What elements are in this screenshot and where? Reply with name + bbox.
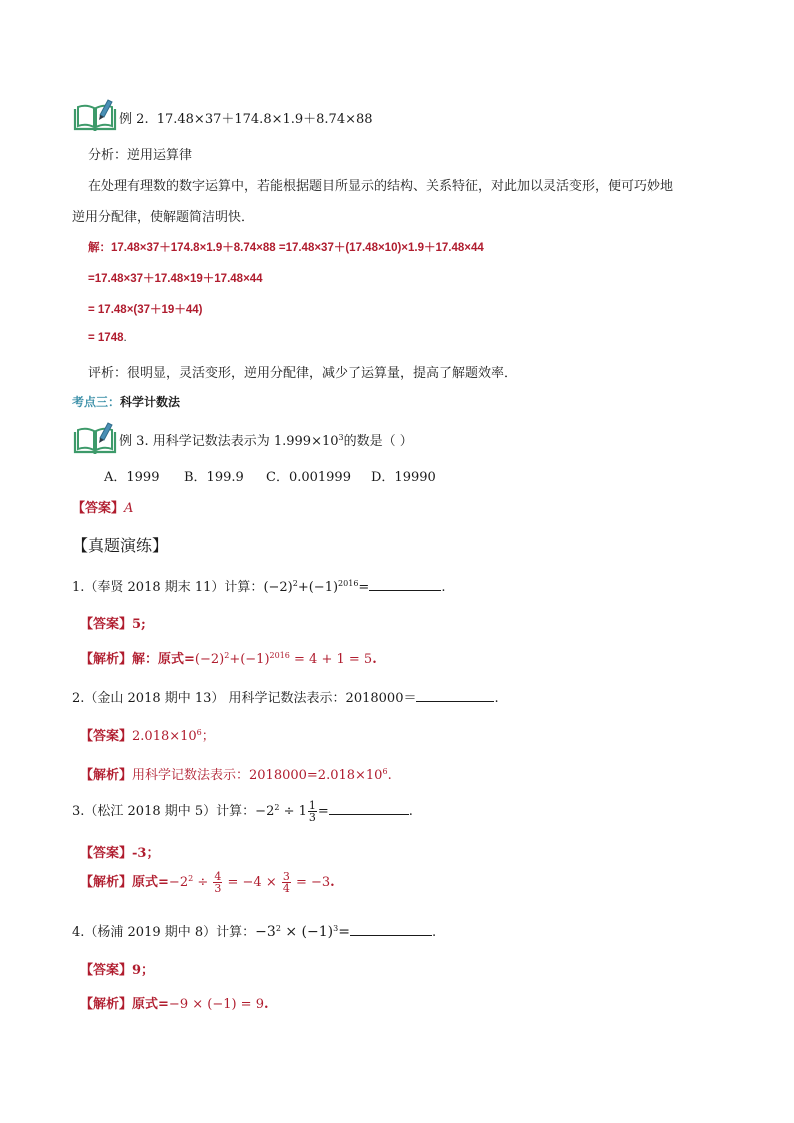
question4-answer: 【答案】9；	[80, 963, 155, 978]
example2-paragraph-line1: 在处理有理数的数字运算中，若能根据题目所显示的结构、关系特征，对此加以灵活变形，便可巧妙地	[88, 179, 674, 194]
question2-number: 2.	[72, 691, 85, 706]
point3-title: 科学计数法	[120, 395, 181, 409]
question1: 1.（奉贤 2018 期末 11）计算：$(-2)^2+(-1)^{2016}=$ .	[72, 579, 446, 595]
question3-number: 3.	[72, 804, 85, 819]
question2: 2.（金山 2018 期中 13） 用科学记数法表示：2018000＝ .	[72, 691, 499, 706]
example2-heading: 例 2. 17.48×37＋174.8×1.9＋8.74×88	[119, 112, 373, 127]
question4-number: 4.	[72, 925, 85, 940]
question4-analysis: 【解析】原式=−9 × (−1) = 9.	[80, 997, 269, 1012]
example2-solution-line4: = 1748.	[88, 332, 127, 344]
section-title: 【真题演练】	[72, 536, 169, 555]
example2-comment: 评析：很明显，灵活变形，逆用分配律，减少了运算量，提高了解题效率．	[88, 366, 518, 381]
example2-solution-line2: =17.48×37＋17.48×19＋17.48×44	[88, 273, 263, 285]
question4-source: （杨浦 2019 期中 8）计算：	[84, 925, 256, 940]
question3-expression: $-2^2 \div 1$ $\frac{1}{3}$ =	[255, 799, 329, 824]
example3-stem: 用科学记数法表示为 $1.999\times 10^3$的数是（ ）	[152, 433, 413, 449]
question3: 3.（松江 2018 期中 5）计算：$-2^2 \div 1$ $\frac{1}{3}$ = .	[72, 799, 413, 824]
example2-paragraph-line2: 逆用分配律，使解题简洁明快．	[72, 210, 255, 225]
example3-heading: 例 3. 用科学记数法表示为 $1.999\times 10^3$的数是（ ）	[119, 433, 413, 449]
example3-number: 3	[136, 434, 145, 449]
example3-option-b: B．199.9	[184, 470, 244, 485]
question2-answer: 【答案】$2.018\times 10^6$；	[80, 728, 215, 744]
example2-solution-line3: = 17.48×(37＋19＋44)	[88, 304, 203, 316]
example3-option-d: D．19990	[371, 470, 436, 485]
question4-expression: $-3^2 \times (-1)^3=$	[255, 924, 350, 940]
question1-expression: $(-2)^2+(-1)^{2016}=$	[263, 579, 370, 595]
question4: 4.（杨浦 2019 期中 8）计算：$-3^2 \times (-1)^3=$ .	[72, 924, 437, 940]
question2-analysis: 【解析】用科学记数法表示：$2018000=2.018\times 10^6$.	[80, 767, 392, 783]
question3-analysis: 【解析】原式$=-2^2$ ÷ $\frac{4}{3}$ = −4 × $\frac{3}{4}$ = −3.	[80, 870, 335, 895]
example2-label: 例	[119, 112, 133, 127]
question3-source: （松江 2018 期中 5）计算：	[84, 804, 256, 819]
question3-answer-blank	[329, 814, 409, 815]
question1-answer-blank	[369, 590, 441, 591]
example2-number: 2	[136, 112, 145, 127]
question3-answer: 【答案】-3；	[80, 846, 160, 861]
book-with-pencil-icon	[72, 97, 118, 131]
point3-label: 考点三：	[72, 395, 121, 409]
question1-source: （奉贤 2018 期末 11）计算：	[84, 580, 264, 595]
example2-expression: 17.48×37＋174.8×1.9＋8.74×88	[156, 112, 373, 127]
example2-analysis: 分析：逆用运算律	[88, 148, 193, 163]
question1-analysis: 【解析】解：原式$=(-2)^2+(-1)^{2016} = 4 + 1 = 5$.	[80, 651, 377, 667]
example3-answer: 【答案】A	[72, 501, 134, 516]
question1-answer: 【答案】5;	[80, 617, 146, 632]
example3-option-c: C．0.001999	[266, 470, 351, 485]
question2-source: （金山 2018 期中 13） 用科学记数法表示：2018000＝	[84, 691, 417, 706]
point3-heading	[72, 393, 180, 410]
question2-answer-blank	[416, 701, 494, 702]
example2-solution-line1: 解：17.48×37＋174.8×1.9＋8.74×88 =17.48×37＋(17.48×10)×1.9＋17.48×44	[88, 242, 484, 254]
book-with-pencil-icon	[72, 420, 118, 454]
example3-option-a: A．1999	[104, 470, 160, 485]
question4-answer-blank	[350, 935, 432, 936]
question1-number: 1.	[72, 580, 85, 595]
example3-label: 例	[119, 434, 133, 449]
